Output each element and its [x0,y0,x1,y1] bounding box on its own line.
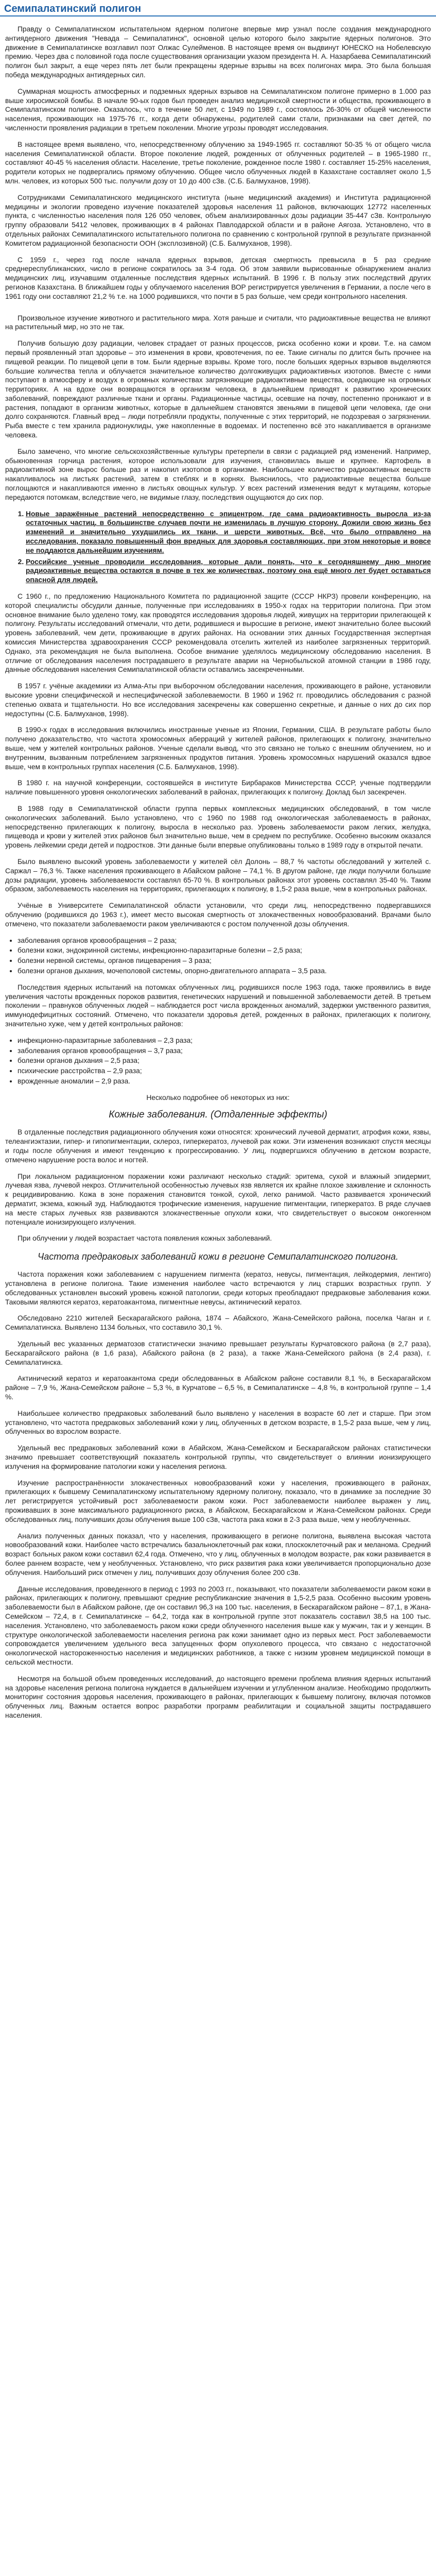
list-item: • психические расстройства – 2,9 раза; [18,1066,431,1076]
paragraph: С 1960 г., по предложению Национального Комитета по радиационной защите (СССР НКРЗ) провели конференцию, на которой специалисты обсудили данные, полученные при исследованиях в 1950-х годах на территории полигона. При этом основное внимание было уделено тому, как проводятся исследования здоровья людей, живущих на территории прилегающей к полигону. Результаты исследований отмечали, что дети, родившиеся и выросшие в регионе, имеют значительно более высокий уровень заболеваний, чем дети, проживающие в других районах. На основании этих данных Государственная экспертная комиссия Министерства здравоохранения СССР рекомендовала отселить жителей из наиболее загрязненных территорий. Однако, эта рекомендация не была выполнена. Особое внимание уделялось медицинскому обследованию населения. В отличие от обследования населения пострадавшего в результате аварии на Чернобыльской атомной станции в 1986 году, данные обследования населения Семипалатинской области оставались засекреченными. [5,592,431,674]
paragraph: При облучении у людей возрастает частота появления кожных заболеваний. [18,1234,272,1243]
bullet-list [5,936,431,976]
list-item: • инфекционно-паразитарные заболевания – 2,3 раза; [18,1036,431,1045]
paragraph: Наибольшее количество предраковых заболеваний было выявлено у населения в возрасте 60 лет и старше. При этом установлено, что частота предраковых заболеваний кожи у лиц, облученных в детском возрасте, в 1,5-2 раза выше, чем у лиц, облученных во взрослом возрасте. [5,1409,431,1436]
paragraph: Удельный вес предраковых заболеваний кожи в Абайском, Жана-Семейском и Бескарагайском районах статистически значимо превышает соответствующий показатель контрольной группы, что свидетельствует о влиянии ионизирующего излучения на формирование патологии кожи у населения региона. [5,1444,431,1470]
paragraph: Произвольное изучение животного и растительного мира. Хотя раньше и считали, что радиоактивные вещества не влияют на растительный мир, но это не так. [5,314,431,331]
paragraph: В 1957 г. учёные академики из Алма-Аты при выборочном обследовании населения, проживающего в районе, установили высокие уровни специфической и неспецифической заболеваемости. В 1960 и 1962 гг. проводились обследования с разной степенью охвата и тщательности. Но все исследования засекречены как совершенно секретные, и данные о них до сих пор недоступны (С.Б. Балмуханов, 1998). [5,682,431,718]
paragraph: Было замечено, что многие сельскохозяйственные культуры претерпели в связи с радиацией ряд изменений. Например, обыкновенная горчица растения, которое использовали для изучения, становилась выше и крупнее. Картофель в радиоактивной зоне вырос больше раз и накопил изотопов в организме. Наибольшее количество радиоактивных веществ накапливалось на листьях растений, затем в стеблях и в корнях. Выяснилось, что радиоактивные вещества больше поглощаются и накапливаются именно в листьях овощных культур. У всех растений изменения ведут к мутациям, которые передаются потомкам, вследствие чего, не видимые глазу, последствия ощущаются до сих пор. [5,447,431,501]
list-item: • заболевания органов кровообращения – 3,7 раза; [18,1046,431,1056]
paragraph: Изучение распространённости злокачественных новообразований кожи у населения, проживающего в районах, прилегающих к бывшему Семипалатинскому испытательному ядерному полигону, показало, что в динамике за последние 30 лет регистрируется устойчивый рост заболеваемости раком кожи. Рост заболеваемости наиболее выражен у лиц, проживавших в зоне максимального радиационного риска, в Абайском, Бескарагайском и Жана-Семейском районах. Среди обследованных лиц, получивших дозы облучения выше 100 сЗв, частота рака кожи в 2-3 раза выше, чем у необлученных. [5,1479,431,1523]
paragraph: Суммарная мощность атмосферных и подземных ядерных взрывов на Семипалатинском полигоне примерно в 1.000 раз выше хиросимской бомбы. В начале 90-ых годов был проведен анализ медицинской смертности и общества, проживающего в Семипалатинском полигоне. Оказалось, что в течение 50 лет, с 1949 по 1989 г., состоялось 26-30% от общей численности населения, проживающих на 1975-76 гг., когда дети обнаружены, родителей сами стали, признаками на свет детей, по численности проявления радиации в третьем поколении. Многие угрозы проводят исследования. [5,87,431,132]
list-item: 2. Российские ученые проводили исследования, которые дали понять, что к сегодняшнему дню многие радиоактивные вещества остаются в почве в тех же количествах, поэтому она ещё много лет будет оставаться опасной для людей. [26,557,431,585]
bullet-list [5,1036,431,1086]
section-heading: Частота предраковых заболеваний кожи в регионе Семипалатинского полигона. [38,1251,398,1262]
list-item: • болезни органов дыхания – 2,5 раза; [18,1056,431,1065]
paragraph: Последствия ядерных испытаний на потомках облученных лиц, родившихся после 1963 года, также проявились в виде увеличения частоты врожденных пороков развития, генетических нарушений и повышенной заболеваемости детей. В третьем поколении – правнуков облученных людей – наблюдается рост числа врожденных аномалий, задержки умственного развития, иммунодефицитных состояний. Отмечено, что показатели здоровья детей, рожденных в районах, прилегающих к полигону, значительно хуже, чем у детей контрольных районов: [5,983,431,1028]
paragraph: Учёные в Университете Семипалатинской области установили, что среди лиц, непосредственно подвергавшихся облучению (родившихся до 1963 г.), имеет место высокая смертность от злокачественных новообразований. Врачами было отмечено, что показатели заболеваемости раком увеличиваются с ростом полученной дозы облучения. [5,902,431,928]
page-header [0,0,436,16]
paragraph: В 1988 году в Семипалатинской области группа первых комплексных медицинских обследований, в том числе онкологических заболеваний. Было установлено, что с 1960 по 1988 год онкологическая заболеваемость в районах, непосредственно прилегающих к полигону, выросла в несколько раз. Уровень заболеваемости раком легких, желудка, пищевода и крови у жителей этих районов был значительно выше, чем в среднем по республике. Особенно высоким оказался уровень лейкемии среди детей и подростков. Эти данные были впервые опубликованы только в 1989 году в открытой печати. [5,804,431,850]
paragraph: В 1990-х годах в исследования включились иностранные ученые из Японии, Германии, США. В результате работы было получено доказательство, что частота хромосомных аберраций у жителей районов, прилегающих к полигону, значительно выше, чем у жителей контрольных районов. Ученые сделали вывод, что это связано не только с внешним облучением, но и внутренним, вызванным потреблением загрязненных продуктов питания. Уровень хромосомных нарушений оказался вдвое выше, чем в контрольных группах населения (С.Б. Балмуханов, 1998). [5,726,431,771]
paragraph: Было выявлено высокий уровень заболеваемости у жителей сёл Долонь – 88,7 % частоты обследований у жителей с. Саржал – 76,3 %. Также населения проживающего в Абайском районе – 74,1 %. В другом районе, где люди получили большие дозы радиации, уровень заболеваемости составлял 65-70 %. В контрольных районах этот уровень составлял 35-40 %. Таким образом, заболеваемость населения на территориях, прилегающих к полигону, в 1,5-2 раза выше, чем в контрольных районах. [5,857,431,893]
paragraph: С 1959 г., через год после начала ядерных взрывов, детская смертность превысила в 5 раз средние среднереспубликанских, число в регионе сократилось за 3-4 года. Об этом заявили вырисованные обнаружением анализ медицинских лиц, изучавшим отдаленные последствия ядерных испытаний. В 1996 г. В пользу этих последствий других регионов Казахстана. В ближайшем годы у облучаемого населения ВОР регистрируется увеличения в Германии, а после чего в 1961 году они составляют 21,2 % т.е. на 1000 родившихся, что почти в 5 раз больше, чем среди контрольного населения. [5,256,431,300]
paragraph-centered: Несколько подробнее об некоторых из них: [146,1093,290,1101]
paragraph: Получив большую дозу радиации, человек страдает от разных процессов, риска особенно кожи и крови. Т.е. на самом первый проявленный этап здоровье – это изменения в крови, кровотечения, по ее. Такие сигналы по длится быть прочнее на пищевой реакции. По пищевой цепи в том. Были ядерные взрывы. Кроме того, после больших ядерных взрывов выделяются большие количества тепла и облучается значительное количество долгоживущих радиоактивных изотопов. Вместе с ними поступают в атмосферу и воздух в огромных количествах загрязняющие радиоактивные вещества, оседающие на огромных территориях. А на вдохе они возвращаются в организм человека, в дальнейшем приводят к развитию хронических заболеваний, повреждают различные ткани и органы. Радиационные частицы, осевшие на почву, постепенно проникают и в растения, попадают в организм животных, которые в дальнейшем становятся звеньями в пищевой цепи человека, где они долго сохраняются. Главный вред – люди потребляли продукты, полученные с этих территорий, не подозревая о загрязнении. Рыба вместе с тем хранила радионуклиды, уже накопленные в водоемах. И постепенно всё это накапливается в организме человека. [5,340,431,439]
paragraph: Сотрудниками Семипалатинского медицинского института (ныне медицинский академия) и Института радиационной медицины и экологии проведено изучение показателей здоровья населения 11 районов, включающих 12772 населенных пункта, с численностью населения поля 126 050 человек, объем анализированных дозы радиации 35-447 сЗв. Контрольную группу образовали 5412 человек, проживающих в 4 районах Павлодарской области и в районе Аягоза. Установлено, что в отдельных районах Семипалатинского испытательного полигона по сравнению с контрольной группой в результате признанной Комитетом радиационной безопасности ООН (эксплозивной) (С.Б. Балмуханов, 1998). [5,193,431,247]
paragraph: В отдаленные последствия радиационного облучения кожи относятся: хронический лучевой дерматит, атрофия кожи, язвы, телеангиэктазии, гипер- и гипопигментации, склероз, гиперкератоз, лучевой рак кожи. Эти изменения возникают спустя месяцы и годы после облучения и имеют тенденцию к прогрессированию. У лиц, подвергшихся облучению в детском возрасте, отмечено нарушение роста волос и ногтей. [5,1128,431,1164]
list-item: • врожденные аномалии – 2,9 раза. [18,1077,431,1086]
list-item: 1. Новые заражённые растений непосредственно с эпицентром, где сама радиоактивность выросла из-за остаточных частиц, в большинстве случаев почти не изменилась в лучшую сторону. Дожили свою жизнь без изменений и значительно ухудшились их ткани, и шерсти животных. Всё, что было отправлено на исследования, показало повышенный фон вредных для здоровья составляющих, при этом некоторые и вовсе не поддаются дальнейшим изучениям. [26,510,431,555]
list-item: • болезни органов дыхания, мочеполовой системы, опорно-двигательного аппарата – 3,5 раза. [18,967,431,976]
paragraph: В 1980 г. на научной конференции, состоявшейся в институте Бирбараков Министерства СССР, ученые подтвердили наличие повышенного уровня онкологических заболеваний в районах, прилегающих к полигону. Доклад был засекречен. [5,779,431,796]
paragraph: Данные исследования, проведенного в период с 1993 по 2003 гг., показывают, что показатели заболеваемости раком кожи в районах, прилегающих к полигону, превышают средние республиканские значения в 1,5-2,5 раза. Особенно высоким уровень заболеваемости был в Абайском районе, где он составил 96,3 на 100 тыс. населения, в Бескарагайском районе – 87,1, в Жана-Семейском – 72,4, в г. Семипалатинске – 64,2, тогда как в контрольной группе этот показатель составил 38,5 на 100 тыс. населения. Установлено, что заболеваемость раком кожи среди облученного населения выше как у мужчин, так и у женщин. В структуре онкологической заболеваемости населения региона рак кожи занимает одно из первых мест. Рост заболеваемости сопровождается увеличением удельного веса запущенных форм опухолевого процесса, что связано с недостаточной онкологической настороженностью населения и медицинских работников, а также с низким уровнем медицинской помощи в сельской местности. [5,1585,431,1666]
paragraph: Несмотря на большой объем проведенных исследований, до настоящего времени проблема влияния ядерных испытаний на здоровье населения региона полигона нуждается в дальнейшем изучении и углубленном анализе. Необходимо продолжить мониторинг состояния здоровья населения, проживающего в районах, прилегающих к бывшему полигону, включая потомков облученных лиц. Важным остается вопрос разработки программ реабилитации и социальной защиты пострадавшего населения. [5,1674,431,1719]
section-heading: Кожные заболевания. (Отдаленные эффекты) [109,1109,327,1121]
list-item: • болезни кожи, эндокринной системы, инфекционно-паразитарные болезни – 2,5 раза; [18,946,431,955]
paragraph: В настоящее время выявлено, что, непосредственному облучению за 1949-1965 гг. составляют 50-35 % от общего числа населения Семипалатинской области. Второе поколение людей, рожденных от облученных родителей – в 1965-1980 гг., составляют 40-45 % населения области. Население, третье поколение, рожденное после 1980 г. составляет 15-25% населения, родители которых не подвергались прямому облучению. Общее число облученных людей в Казахстане составляет около 1,5 млн. человек, из которых 500 тыс. получили дозу от 10 до 400 сЗв. (С.Б. Балмуханов, 1998). [5,140,431,185]
page-title: Семипалатинский полигон [4,3,142,14]
bold-numbered-list [5,510,431,585]
paragraph: Актинический кератоз и кератоакантома среди обследованных в Абайском районе составили 8,1 %, в Бескарагайском районе – 7,9 %, Жана-Семейском районе – 5,3 %, в Курчатове – 6,5 %, в Семипалатинске – 4,8 %, в контрольной группе – 1,4 %. [5,1375,431,1401]
paragraph: При локальном радиационном поражении кожи различают несколько стадий: эритема, сухой и влажный эпидермит, лучевая язва, лучевой некроз. Отличительной особенностью лучевых язв является их крайне плохое заживление и склонность к рецидивированию. Кожа в зоне поражения становится тонкой, сухой, легко ранимой. Часто развивается хронический дерматит, экзема, кожный зуд. Наблюдаются трофические изменения, нарушение пигментации, гиперкератоз. В ряде случаев на месте старых лучевых язв развиваются злокачественные опухоли кожи, что свидетельствует о высоком онкогенном потенциале ионизирующего излучения. [5,1172,431,1226]
bottom-spacer [5,1727,431,1748]
paragraph: Удельный вес указанных дерматозов статистически значимо превышает результаты Курчатовского района (в 2,7 раза), Бескарагайского района (в 1,6 раза), Абайского района (в 2 раза), а также Жана-Семейского района (в 2,4 раза), г. Семипалатинска. [5,1340,431,1366]
list-item: • болезни нервной системы, органов пищеварения – 3 раза; [18,956,431,965]
paragraph: Обследовано 2210 жителей Бескарагайского района, 1874 – Абайского, Жана-Семейского района, поселка Чаган и г. Семипалатинска. Выявлено 1134 больных, что составило 30,1 %. [5,1314,431,1332]
paragraph: Частота поражения кожи заболеванием с нарушением пигмента (кератоз, невусы, пигментация, лейкодермия, лентиго) установлена в регионе полигона. Такие изменения наиболее часто встречаются у лиц старших возрастных групп. У обследованных установлен высокий уровень кожной патологии, среди которых преобладают предраковые заболевания кожи. Таковыми являются кератоз, кератоакантома, пигментные невусы, актинический кератоз. [5,1270,431,1306]
list-item: • заболевания органов кровообращения – 2 раза; [18,936,431,945]
paragraph: Анализ полученных данных показал, что у населения, проживающего в регионе полигона, выявлена высокая частота новообразований кожи. Наиболее часто встречались базальноклеточный рак кожи, плоскоклеточный рак и меланома. Средний возраст больных раком кожи составил 62,4 года. Отмечено, что у лиц, облученных в молодом возрасте, рак кожи развивается в более раннем возрасте, чем у необлученных. Установлено, что риск развития рака кожи увеличивается пропорционально дозе облучения. Наибольший риск отмечен у лиц, получивших дозу облучения более 200 сЗв. [5,1532,431,1577]
paragraph: Правду о Семипалатинском испытательном ядерном полигоне впервые мир узнал после создания международного антиядерного движения "Невада – Семипалатинск", основной целью которого было закрытие ядерных полигонов. Это движение в Семипалатинске возглавил поэт Олжас Сулейменов. В настоящее время он выдвинут ЮНЕСКО на Нобелевскую премию. Через два с половиной года после существования организации указом президента Н. А. Назарбаева Семипалатинский полигон был закрыт, а еще через пять лет были прекращены ядерные взрывы на всех полигонах мира. Это была большая победа международных антиядерных сил. [5,25,431,79]
article-body [0,16,436,1748]
